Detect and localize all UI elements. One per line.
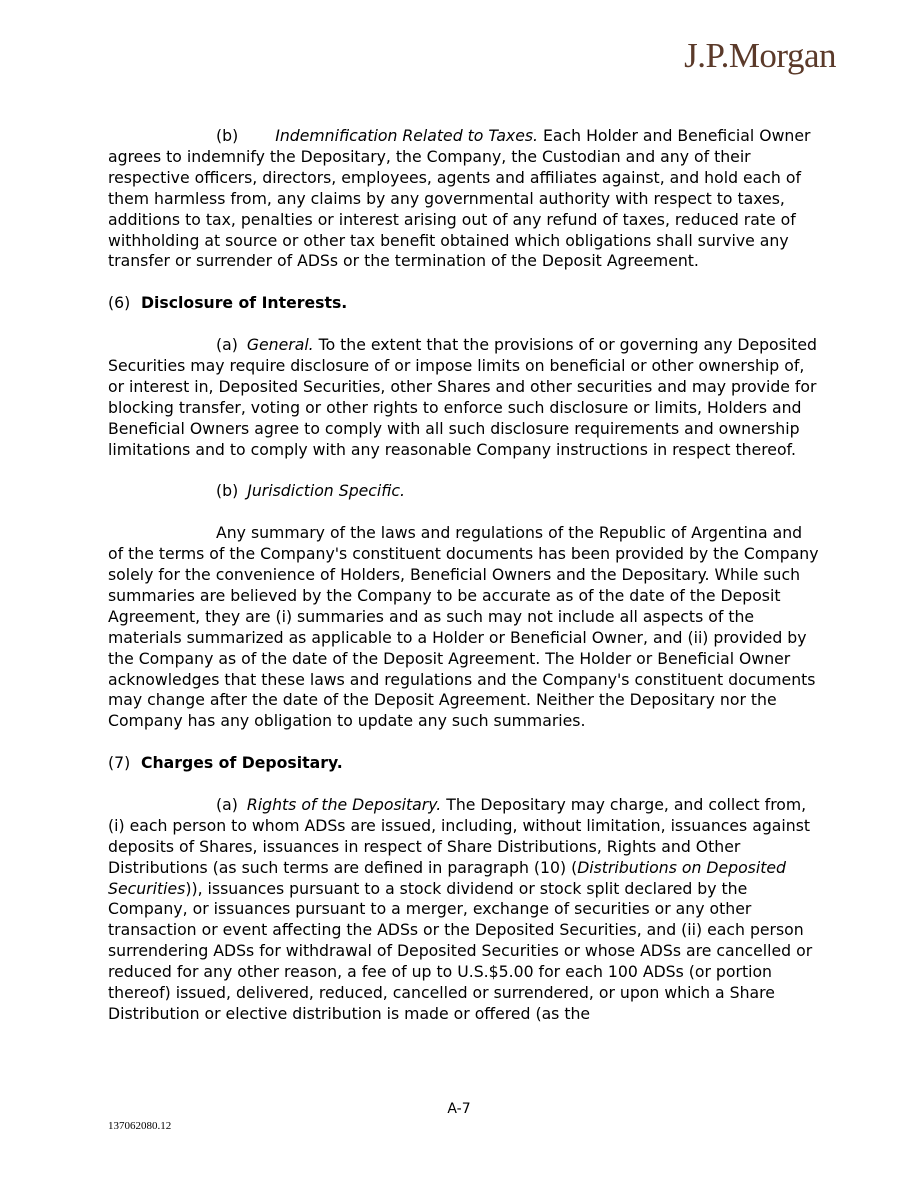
para-marker: (a)	[216, 794, 238, 814]
paragraph-rights-of-depositary	[108, 795, 822, 1025]
section-heading-7	[108, 753, 822, 774]
document-id: 137062080.12	[108, 1120, 172, 1132]
para-text: Each Holder and Beneficial Owner agrees to indemnify the Depositary, the Company, the Custodian and any of their respective officers, directors, employees, agents and affiliates against, and hold each of them harmless from, any claims by any governmental authority with respect to taxes, additions to tax, penalties or interest arising out of any refund of taxes, reduced rate of withholding at source or other tax benefit obtained which obligations shall survive any transfer or surrender of ADSs or the termination of the Deposit Agreement.	[108, 126, 811, 271]
section-label: Charges of Depositary.	[141, 753, 343, 773]
para-title: Jurisdiction Specific.	[247, 481, 406, 501]
para-text: To the extent that the provisions of or governing any Deposited Securities may require disclosure of or impose limits on beneficial or other ownership of, or interest in, Deposited Securities, other Shares and other securities and may provide for blocking transfer, voting or other rights to enforce such disclosure or limits, Holders and Beneficial Owners agree to comply with all such disclosure requirements and ownership limitations and to comply with any reasonable Company instructions in respect thereof.	[108, 335, 817, 459]
section-number: (6)	[108, 293, 131, 313]
para-marker: (b)	[216, 481, 239, 501]
para-marker: (b)	[216, 126, 239, 145]
paragraph-general	[108, 335, 822, 460]
para-title: Rights of the Depositary.	[246, 794, 442, 814]
para-text: The Depositary may charge, and collect from, (i) each person to whom ADSs are issued, including, without limitation, issuances against deposits of Shares, issuances in respect of Share Distributions, Rights and Other Distributions (as such terms are defined in paragraph (10) (	[108, 794, 811, 877]
para-text: )), issuances pursuant to a stock dividend or stock split declared by the Company, or issuances pursuant to a merger, exchange of securities or any other transaction or event affecting the ADSs or the Deposited Securities, and (ii) each person surrendering ADSs for withdrawal of Deposited Securities or whose ADSs are cancelled or reduced for any other reason, a fee of up to U.S.$5.00 for each 100 ADSs (or portion thereof) issued, delivered, reduced, cancelled or surrendered, or upon which a Share Distribution or elective distribution is made or offered (as the	[108, 878, 813, 1023]
para-marker: (a)	[216, 335, 238, 355]
jpmorgan-logo: J.P.Morgan	[684, 36, 836, 75]
section-label: Disclosure of Interests.	[141, 293, 348, 313]
cross-reference: Distributions on Deposited Securities	[108, 857, 786, 898]
document-body	[108, 126, 822, 1046]
para-title: General.	[246, 335, 314, 355]
para-title: Indemnification Related to Taxes.	[275, 126, 539, 145]
paragraph-summary: Any summary of the laws and regulations of the Republic of Argentina and of the terms of the Company's constituent documents has been provided by the Company solely for the convenience of Holders, Beneficial Owners and the Depositary. While such summaries are believed by the Company to be accurate as of the date of the Deposit Agreement, they are (i) summaries and as such may not include all aspects of the materials summarized as applicable to a Holder or Beneficial Owner, and (ii) provided by the Company as of the date of the Deposit Agreement. The Holder or Beneficial Owner acknowledges that these laws and regulations and the Company's constituent documents may change after the date of the Deposit Agreement. Neither the Depositary nor the Company has any obligation to update any such summaries.	[108, 523, 819, 731]
section-heading-6	[108, 293, 822, 314]
section-number: (7)	[108, 753, 131, 773]
page-number: A-7	[447, 1101, 471, 1117]
paragraph-jurisdiction-specific	[108, 481, 822, 502]
paragraph-indemnification-taxes	[108, 126, 822, 272]
